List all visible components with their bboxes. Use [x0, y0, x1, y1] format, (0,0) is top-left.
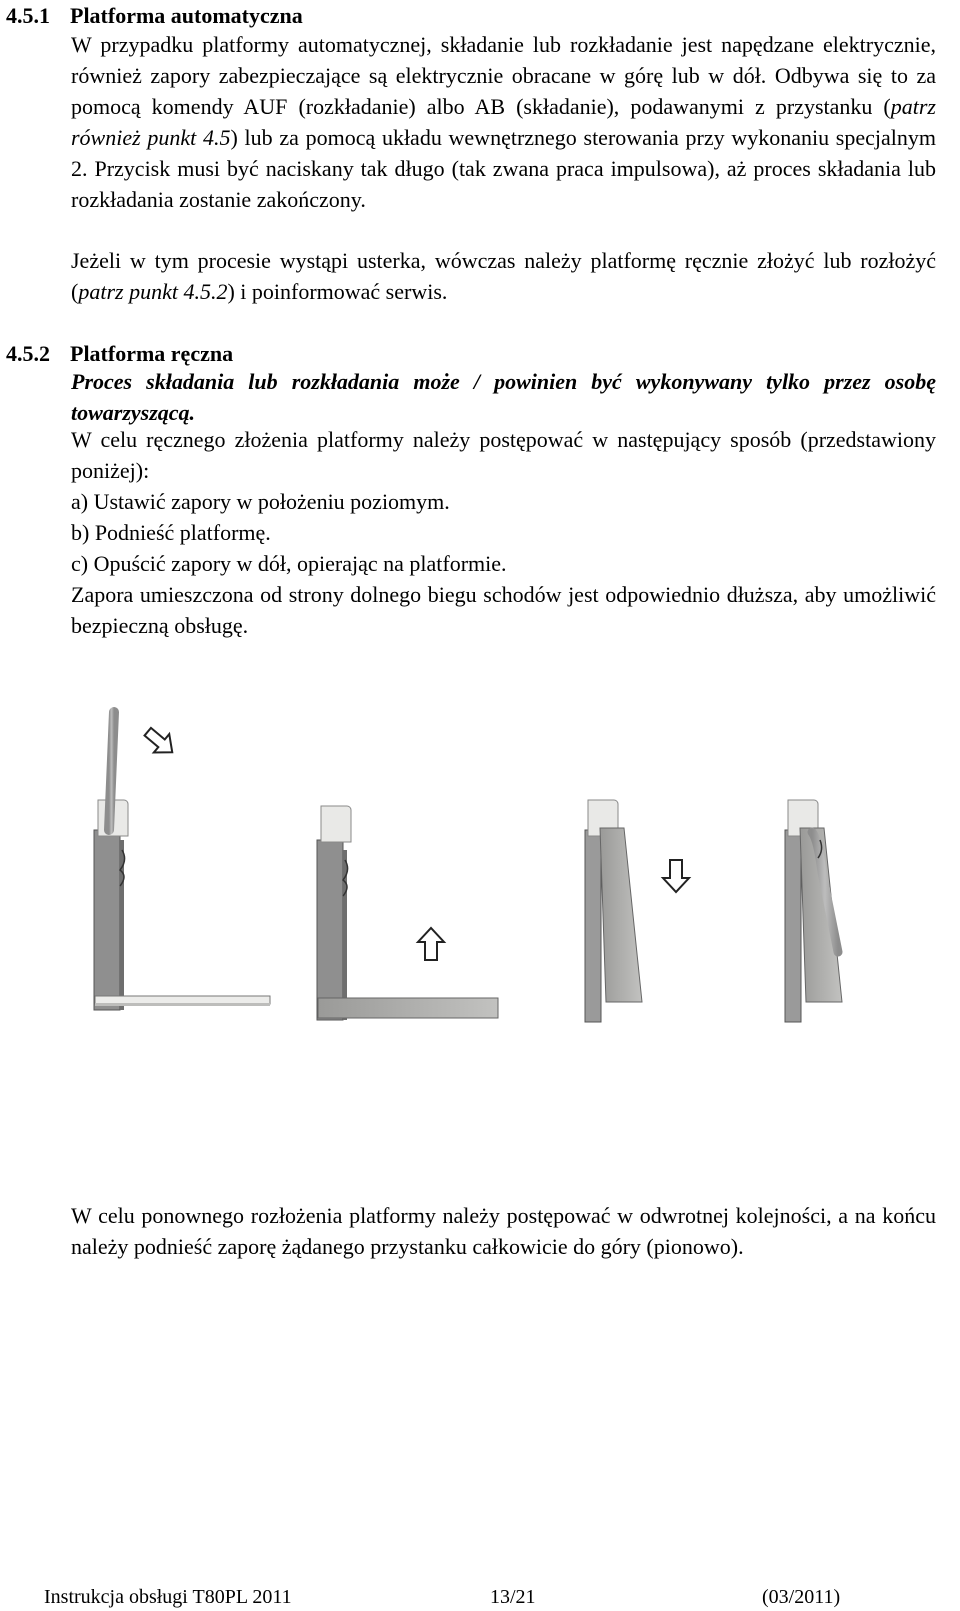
arrow-rotate-down-right-icon	[140, 723, 180, 762]
section-number: 4.5.2	[6, 341, 50, 366]
platform-folding-illustration	[0, 700, 960, 1060]
figure-step-3	[585, 800, 755, 1022]
step-b: b) Podnieść platformę.	[71, 520, 271, 545]
paragraph-automatic-platform: W przypadku platformy automatycznej, składanie lub rozkładanie jest napędzane elektrycznie, również zapory zabezpieczające są elektrycznie obracane w górę lub w dół. Odbywa się to za pomocą komendy AUF (rozkładanie) albo AB (składanie), podawanymi z przystanku (patrz również punkt 4.5) lub za pomocą układu wewnętrznego sterowania przy wykonaniu specjalnym 2. Przycisk musi być naciskany tak długo (tak zwana praca impulsowa), aż proces składania lub rozkładania zostanie zakończony.	[71, 32, 936, 212]
figure-step-4	[785, 800, 842, 1022]
section-heading-4-5-2	[6, 340, 233, 368]
cross-reference: patrz również punkt 4.5	[71, 94, 936, 150]
barrier-arm	[109, 712, 114, 830]
section-number: 4.5.1	[6, 3, 50, 28]
paragraph-fault: Jeżeli w tym procesie wystąpi usterka, wówczas należy platformę ręcznie złożyć lub rozłożyć (patrz punkt 4.5.2) i poinformować serwis.	[71, 248, 936, 304]
section-title: Platforma automatyczna	[70, 3, 303, 28]
arrow-up-icon	[418, 928, 444, 960]
section-heading-4-5-1	[6, 2, 303, 30]
paragraph-barrier-note: Zapora umieszczona od strony dolnego biegu schodów jest odpowiednio dłuższa, aby umożliwić bezpieczną obsługę.	[71, 582, 936, 638]
footer-page-number: 13/21	[490, 1586, 536, 1608]
step-a: a) Ustawić zapory w położeniu poziomym.	[71, 489, 450, 514]
paragraph-reunfold: W celu ponownego rozłożenia platformy należy postępować w odwrotnej kolejności, a na końcu należy podnieść zaporę żądanego przystanku całkowicie do góry (pionowo).	[71, 1203, 936, 1259]
footer-manual-title: Instrukcja obsługi T80PL 2011	[44, 1586, 292, 1608]
figure-step-2	[317, 806, 498, 1020]
section-title: Platforma ręczna	[70, 341, 234, 366]
footer-date: (03/2011)	[762, 1586, 841, 1608]
figure-step-1	[94, 712, 270, 1010]
warning-note: Proces składania lub rozkładania może / powinien być wykonywany tylko przez osobę towarzyszącą.	[71, 369, 936, 425]
cross-reference: patrz punkt 4.5.2	[78, 279, 228, 304]
paragraph-manual-intro: W celu ręcznego złożenia platformy należy postępować w następujący sposób (przedstawiony poniżej):	[71, 427, 936, 483]
step-c: c) Opuścić zapory w dół, opierając na platformie.	[71, 551, 507, 576]
arrow-down-icon	[663, 860, 689, 892]
